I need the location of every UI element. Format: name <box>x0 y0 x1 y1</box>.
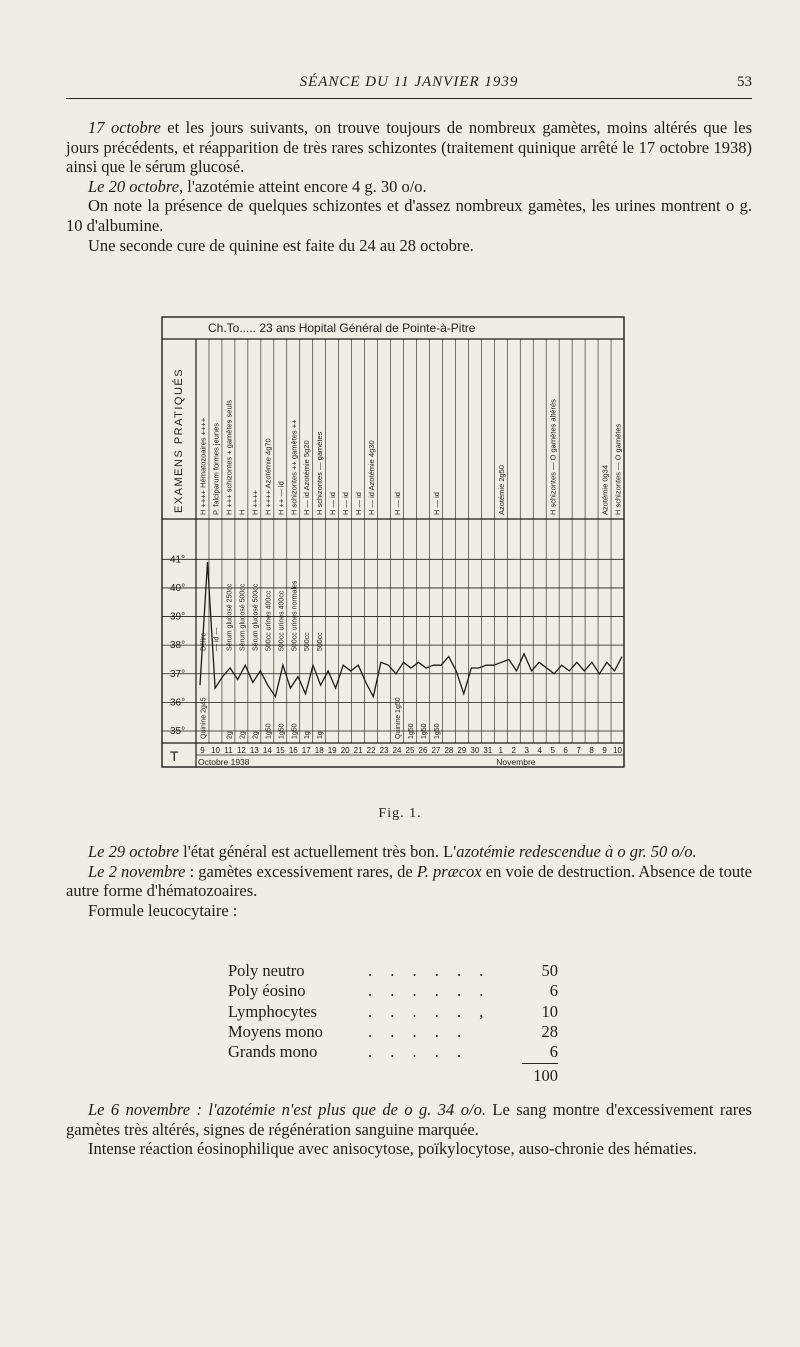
treatment-entry: Sérum glucosé 250cc <box>226 583 234 651</box>
temperature-chart-svg <box>158 313 628 771</box>
treatment-entry: Délire <box>200 632 208 651</box>
temperature-tick-label: 37° <box>170 668 186 680</box>
day-label: 11 <box>224 746 233 755</box>
exam-entry: H — id <box>328 492 338 515</box>
quinine-entry: 1g50 <box>420 723 428 739</box>
exam-entry: H — id Azotémie 4g30 <box>367 440 377 515</box>
day-label: 2 <box>511 746 516 755</box>
treatment-entry: Sérum glucosé 500cc <box>239 583 247 651</box>
day-label: 29 <box>457 746 467 755</box>
exam-entry: H ++ — id <box>276 481 286 515</box>
quinine-entry: 2g <box>252 731 260 739</box>
day-label: 30 <box>470 746 480 755</box>
day-label: 10 <box>613 746 622 755</box>
exam-entry: H +++ schizontes + gamètes seuls <box>224 399 234 515</box>
day-label: 31 <box>483 746 493 755</box>
exam-entry: H — id <box>393 492 403 515</box>
chart-frame <box>162 317 624 767</box>
exam-entry: H schizontes — O gamètes altérés <box>548 399 558 515</box>
end-paragraphs <box>66 1100 752 1159</box>
top-paragraphs <box>66 118 752 255</box>
quinine-entry: 1g <box>317 731 325 739</box>
paragraph: On note la présence de quelques schizontes et d'assez nombreux gamètes, les urines montrent o g. 10 d'albumine. <box>66 196 752 235</box>
quinine-entry: 1g50 <box>278 723 286 739</box>
treatment-entry: 500cc <box>317 632 325 651</box>
leucocyte-formula-table <box>228 961 558 1085</box>
day-label: 17 <box>301 746 311 755</box>
exam-entry: Azotémie 0g34 <box>600 464 610 515</box>
quinine-entry: 2g <box>239 731 247 739</box>
day-label: 21 <box>353 746 363 755</box>
temperature-tick-label: 38° <box>170 640 186 652</box>
paragraph: Le 20 octobre, l'azotémie atteint encore 4 g. 30 o/o. <box>88 176 427 196</box>
temperature-axis-label: T <box>170 748 179 764</box>
day-label: 10 <box>211 746 220 755</box>
day-label: 9 <box>602 746 607 755</box>
leucocyte-row: Grands mono . . . . . 6 <box>228 1042 558 1062</box>
day-label: 28 <box>444 746 454 755</box>
day-label: 15 <box>275 746 285 755</box>
day-label: 27 <box>431 746 441 755</box>
leucocyte-row: Lymphocytes . . . . . , 10 <box>228 1001 558 1021</box>
chart-header-text: Ch.To..... 23 ans Hopital Général de Pointe-à-Pitre <box>208 321 476 335</box>
page-number: 53 <box>737 74 752 90</box>
exam-entry: H — id <box>431 492 441 515</box>
day-label: 7 <box>576 746 581 755</box>
exam-entry: Azotémie 2g50 <box>496 464 506 515</box>
day-label: 24 <box>392 746 402 755</box>
day-label: 9 <box>200 746 205 755</box>
running-head: SÉANCE DU 11 JANVIER 1939 <box>299 74 519 90</box>
exam-entry: H — id <box>354 492 364 515</box>
temperature-tick-label: 35° <box>170 726 186 737</box>
paragraph: Intense réaction éosinophilique avec anisocytose, poïkylocytose, auso-chronie des hématies. <box>88 1139 697 1159</box>
leucocyte-row: Moyens mono . . . . . 28 <box>228 1021 558 1041</box>
day-label: 4 <box>537 746 542 755</box>
figure-caption: Fig. 1. <box>378 806 422 821</box>
exam-entry: H — id Azotémie 5g20 <box>302 440 312 515</box>
day-label: 3 <box>524 746 529 755</box>
day-label: 8 <box>589 746 594 755</box>
treatment-entry: 500cc <box>304 632 312 651</box>
exam-entry: P. falciparum formes jeunes <box>211 423 221 515</box>
day-label: 12 <box>236 746 246 755</box>
day-label: 22 <box>366 746 376 755</box>
temperature-tick-label: 36° <box>170 697 186 709</box>
paragraph: Formule leucocytaire : <box>88 900 238 920</box>
exam-entry: H schizontes ++ gamètes ++ <box>289 419 299 515</box>
treatment-entry: 500cc urines 400cc <box>278 590 286 651</box>
day-label: 5 <box>550 746 555 755</box>
month-label-octobre: Octobre 1938 <box>198 757 250 767</box>
temperature-tick-label: 39° <box>170 611 186 623</box>
paragraph: Une seconde cure de quinine est faite du 24 au 28 octobre. <box>88 235 474 255</box>
day-label: 20 <box>340 746 350 755</box>
exam-entry: H <box>237 509 247 515</box>
exam-entry: H ++++ Hématozoaires ++++ <box>198 417 208 515</box>
quinine-entry: Quinine 2g45 <box>200 697 208 739</box>
temperature-tick-label: 41° <box>170 554 186 566</box>
leucocyte-total: 100 <box>533 1066 558 1085</box>
quinine-entry: 2g <box>226 731 234 739</box>
exam-entry: H schizontes — O gamètes <box>613 423 623 515</box>
month-label-novembre: Novembre <box>496 757 536 767</box>
treatment-entry: — id — <box>213 627 221 651</box>
paragraph: Le 29 octobre l'état général est actuellement très bon. L'azotémie redescendue à o gr. 50 o/o. <box>88 842 697 861</box>
exam-entry: H ++++ <box>250 489 260 515</box>
exam-entry: H schizontes — gamètes <box>315 431 325 515</box>
page-header <box>66 72 752 99</box>
day-label: 1 <box>498 746 504 755</box>
day-label: 16 <box>288 746 298 755</box>
exam-entry: H ++++ Azotémie 4g70 <box>263 438 273 515</box>
day-label: 26 <box>418 746 428 755</box>
bottom-paragraphs <box>66 842 752 920</box>
day-label: 18 <box>314 746 324 755</box>
treatment-entry: Sérum glucosé 500cc <box>252 583 260 651</box>
day-label: 25 <box>405 746 415 755</box>
day-label: 23 <box>379 746 389 755</box>
paragraph: Le 6 novembre : l'azotémie n'est plus que de o g. 34 o/o. Le sang montre d'excessivement rares gamètes très altérés, signes de régénération sanguine marquée. <box>66 1100 752 1139</box>
total-rule <box>522 1063 558 1064</box>
temperature-chart <box>158 313 628 771</box>
day-label: 19 <box>327 746 337 755</box>
quinine-entry: 1g <box>304 731 312 739</box>
temperature-curve <box>200 562 622 697</box>
treatment-entry: 500cc urines 400cc <box>265 590 273 651</box>
quinine-entry: Quinine 1g50 <box>395 697 403 739</box>
temperature-tick-label: 40° <box>170 582 186 594</box>
quinine-entry: 1g50 <box>265 723 273 739</box>
treatment-entry: 500cc urines normales <box>291 580 299 651</box>
day-label: 14 <box>262 746 272 755</box>
paragraph: Le 2 novembre : gamètes excessivement rares, de P. præcox en voie de destruction. Absence de toute autre forme d'hématozoaires. <box>66 861 752 901</box>
day-label: 13 <box>249 746 259 755</box>
exam-section-label: EXAMENS PRATIQUÉS <box>173 367 185 513</box>
leucocyte-row: Poly neutro . . . . . . 50 <box>228 961 558 980</box>
quinine-entry: 1g50 <box>408 723 415 739</box>
quinine-entry: 1g50 <box>433 723 441 739</box>
quinine-entry: 1g50 <box>291 723 299 739</box>
paragraph: 17 octobre et les jours suivants, on trouve toujours de nombreux gamètes, moins altérés que les jours précédents, et réapparition de très rares schizontes (traitement quinique arrêté le 17 octobre 1938) ainsi que le sérum glucosé. <box>66 118 752 177</box>
day-label: 6 <box>563 746 568 755</box>
exam-entry: H — id <box>341 492 351 515</box>
leucocyte-row: Poly éosino . . . . . . 6 <box>228 981 558 1001</box>
